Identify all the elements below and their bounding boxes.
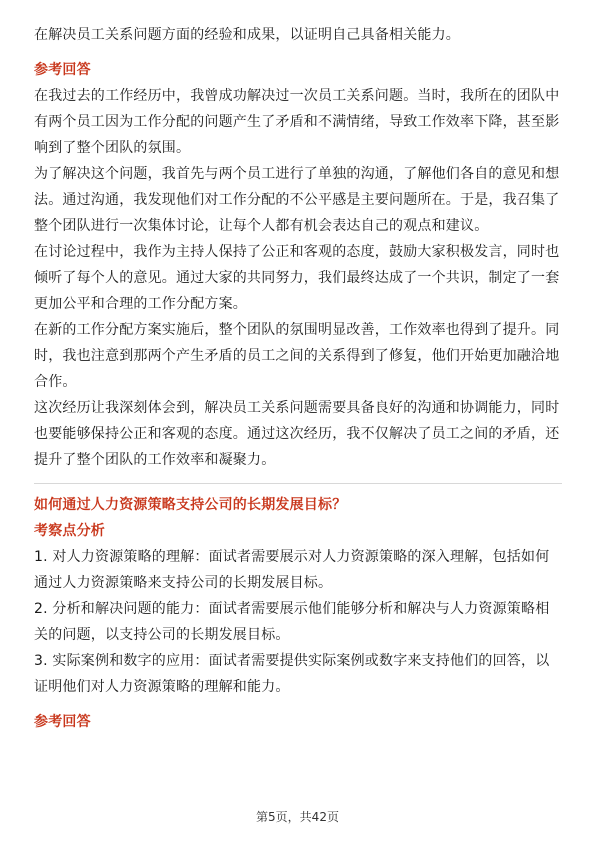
- document-page: [34, 22, 562, 735]
- answer-paragraph: 在我过去的工作经历中，我曾成功解决过一次员工关系问题。当时，我所在的团队中有两个员工因为工作分配的问题产生了矛盾和不满情绪，导致工作效率下降，甚至影响到了整个团队的氛围。: [34, 88, 560, 156]
- analysis-heading: 考察点分析: [34, 523, 105, 539]
- section-divider: [34, 483, 562, 484]
- analysis-point: 2. 分析和解决问题的能力：面试者需要展示他们能够分析和解决与人力资源策略相关的问题，以支持公司的长期发展目标。: [34, 601, 550, 643]
- answer-paragraph: 在讨论过程中，我作为主持人保持了公正和客观的态度，鼓励大家积极发言，同时也倾听了每个人的意见。通过大家的共同努力，我们最终达成了一个共识，制定了一套更加公平和合理的工作分配方案。: [34, 244, 560, 312]
- analysis-point: 3. 实际案例和数字的应用：面试者需要提供实际案例或数字来支持他们的回答，以证明他们对人力资源策略的理解和能力。: [34, 653, 550, 695]
- analysis-point: 1. 对人力资源策略的理解：面试者需要展示对人力资源策略的深入理解，包括如何通过人力资源策略来支持公司的长期发展目标。: [34, 549, 550, 591]
- answer-paragraph: 在新的工作分配方案实施后，整个团队的氛围明显改善，工作效率也得到了提升。同时，我也注意到那两个产生矛盾的员工之间的关系得到了修复，他们开始更加融洽地合作。: [34, 322, 560, 390]
- answer-heading-1: 参考回答: [34, 62, 91, 78]
- answer-paragraph: 这次经历让我深刻体会到，解决员工关系问题需要具备良好的沟通和协调能力，同时也要能够保持公正和客观的态度。通过这次经历，我不仅解决了员工之间的矛盾，还提升了整个团队的工作效率和凝聚力。: [34, 400, 560, 468]
- page-number: 第5页，共42页: [256, 810, 339, 824]
- answer-heading-2: 参考回答: [34, 714, 91, 730]
- answer-paragraph: 为了解决这个问题，我首先与两个员工进行了单独的沟通，了解他们各自的意见和想法。通过沟通，我发现他们对工作分配的不公平感是主要问题所在。于是，我召集了整个团队进行一次集体讨论，让每个人都有机会表达自己的观点和建议。: [34, 166, 560, 234]
- question-heading: 如何通过人力资源策略支持公司的长期发展目标？: [34, 497, 347, 513]
- section1-intro: 在解决员工关系问题方面的经验和成果，以证明自己具备相关能力。: [34, 27, 460, 43]
